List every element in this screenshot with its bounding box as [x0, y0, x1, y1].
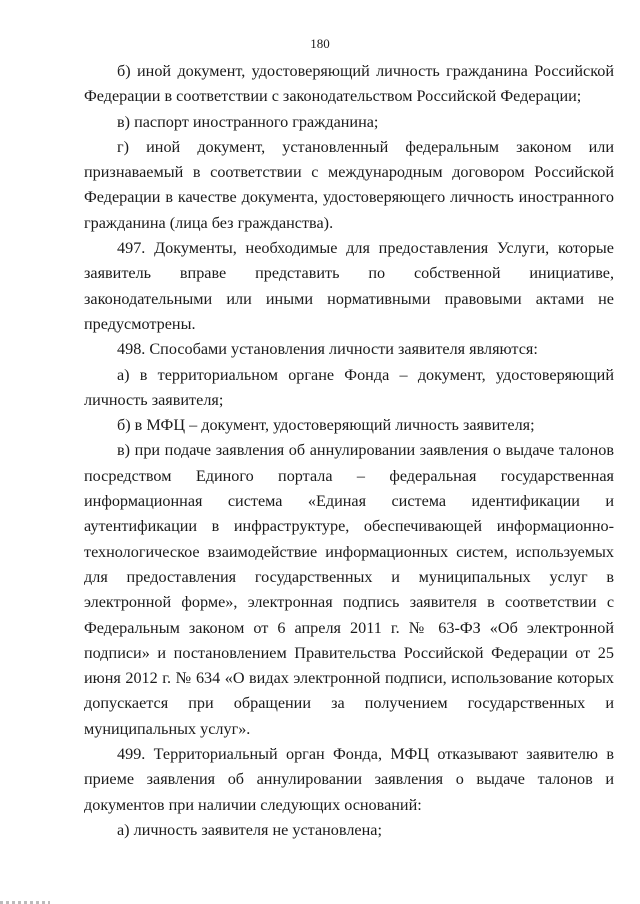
paragraph-item-b-identity-document: б) иной документ, удостоверяющий личность гражданина Российской Федерации в соответствии с законодательством Российской Федерации;	[84, 62, 614, 106]
paragraph-498-b: б) в МФЦ – документ, удостоверяющий личность заявителя;	[117, 416, 535, 435]
paragraph-item-v-foreign-passport: в) паспорт иностранного гражданина;	[117, 112, 379, 131]
paragraph-item-g-other-document: г) иной документ, установленный федеральным законом или признаваемый в соответствии с международным договором Российской Федерации в качестве документа, удостоверяющего личность иностранного гражданина (лица без гражданства).	[84, 137, 614, 232]
paragraph-498-a: а) в территориальном органе Фонда – документ, удостоверяющий личность заявителя;	[84, 365, 614, 409]
paragraph-498-v: в) при подаче заявления об аннулировании заявления о выдаче талонов посредством Единого портала – федеральная государственная информационная система «Единая система идентификации и аутентификации в инфраструктуре, обеспечивающей информационно-технологическое взаимодействие информационных систем, используемых для предоставления государственных и муниципальных услуг в электронной форме», электронная подпись заявителя в соответствии с Федеральным законом от 6 апреля 2011 г. № 63-ФЗ «Об электронной подписи» и постановлением Правительства Российской Федерации от 25 июня 2012 г. № 634 «О видах электронной подписи, использование которых допускается при обращении за получением государственных и муниципальных услуг».	[84, 441, 614, 738]
document-body	[84, 59, 614, 843]
paragraph-498: 498. Способами установления личности заявителя являются:	[117, 340, 538, 359]
paragraph-497: 497. Документы, необходимые для предоставления Услуги, которые заявитель вправе представить по собственной инициативе, законодательными или иными нормативными правовыми актами не предусмотрены.	[84, 239, 614, 333]
paragraph-499-a: а) личность заявителя не установлена;	[117, 820, 382, 839]
page-number: 180	[310, 36, 330, 51]
paragraph-499: 499. Территориальный орган Фонда, МФЦ отказывают заявителю в приеме заявления об аннулировании заявления о выдаче талонов и документов при наличии следующих оснований:	[84, 745, 614, 814]
